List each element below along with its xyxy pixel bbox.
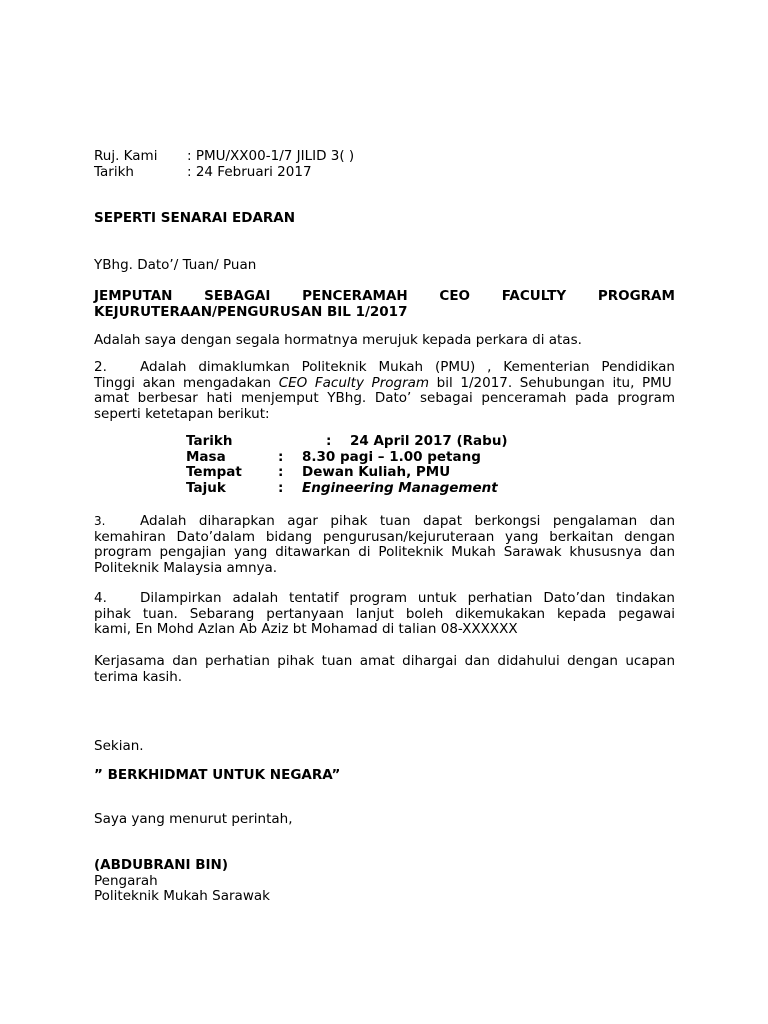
detail-value: 8.30 pagi – 1.00 petang <box>302 448 481 465</box>
paragraph-3 <box>94 514 675 576</box>
ref-value: : PMU/XX00-1/7 JILID 3( ) <box>187 148 355 164</box>
program-name: CEO Faculty Program <box>278 374 430 391</box>
detail-label: Masa <box>186 448 226 465</box>
paragraph-2-line-2: Tinggi akan mengadakan CEO Faculty Program bil 1/2017. Sehubungan itu, PMU <box>94 374 672 391</box>
detail-row-date <box>186 434 508 450</box>
intro-paragraph: Adalah saya dengan segala hormatnya merujuk kepada perkara di atas. <box>94 332 582 348</box>
detail-value: Engineering Management <box>302 479 498 496</box>
detail-label: Tempat <box>186 464 242 480</box>
detail-row-title <box>186 481 508 497</box>
closing-line-2: terima kasih. <box>94 668 183 685</box>
order-line: Saya yang menurut perintah, <box>94 811 293 827</box>
paragraph-2 <box>94 360 675 422</box>
paragraph-3-line-2: kemahiran Dato’dalam bidang pengurusan/kejuruteraan yang berkaitan dengan <box>94 528 675 545</box>
date-label: Tarikh <box>94 163 134 180</box>
subject-word: PROGRAM <box>597 288 675 304</box>
signatory-org: Politeknik Mukah Sarawak <box>94 888 270 904</box>
salutation: YBhg. Dato’/ Tuan/ Puan <box>94 257 257 273</box>
detail-value: Dewan Kuliah, PMU <box>302 464 451 480</box>
detail-value: 24 April 2017 (Rabu) <box>350 433 508 449</box>
date-value: : 24 Februari 2017 <box>187 163 312 180</box>
signatory-title: Pengarah <box>94 872 158 889</box>
closing-line-1: Kerjasama dan perhatian pihak tuan amat dihargai dan didahului dengan ucapan <box>94 653 675 669</box>
closing-paragraph <box>94 654 675 685</box>
detail-label: Tajuk <box>186 479 226 496</box>
paragraph-3-line-3: program pengajian yang ditawarkan di Politeknik Mukah Sarawak khususnya dan <box>94 544 675 560</box>
detail-colon: : <box>326 433 332 449</box>
subject-word: FACULTY <box>501 288 567 304</box>
paragraph-4-line-3: kami, En Mohd Azlan Ab Aziz bt Mohamad di talian 08-XXXXXX <box>94 621 518 637</box>
subject-word: JEMPUTAN <box>94 288 173 304</box>
paragraph-number: 2. <box>94 359 107 375</box>
paragraph-4-line-1: 4. Dilampirkan adalah tentatif program untuk perhatian Dato’dan tindakan <box>94 590 675 606</box>
detail-colon: : <box>278 464 284 480</box>
paragraph-4-line-2: pihak tuan. Sebarang pertanyaan lanjut boleh dikemukakan kepada pegawai <box>94 605 675 622</box>
subject-word: PENCERAMAH <box>302 288 408 304</box>
detail-row-time <box>186 450 508 466</box>
paragraph-3-line-1: 3. Adalah diharapkan agar pihak tuan dapat berkongsi pengalaman dan <box>94 513 675 529</box>
reference-block <box>94 149 675 180</box>
paragraph-2-line-4: seperti ketetapan berikut: <box>94 405 270 422</box>
motto: ” BERKHIDMAT UNTUK NEGARA” <box>94 767 341 783</box>
ref-label: Ruj. Kami <box>94 148 158 164</box>
detail-row-venue <box>186 465 508 481</box>
sekian: Sekian. <box>94 738 144 754</box>
detail-colon: : <box>278 448 284 465</box>
detail-label: Tarikh <box>186 433 233 449</box>
subject-line-1 <box>94 289 675 305</box>
paragraph-2-line-1: 2. Adalah dimaklumkan Politeknik Mukah (PMU) , Kementerian Pendidikan <box>94 359 675 375</box>
event-details <box>186 434 508 496</box>
subject <box>94 289 675 320</box>
paragraph-3-line-4: Politeknik Malaysia amnya. <box>94 559 278 576</box>
recipient: SEPERTI SENARAI EDARAN <box>94 210 296 226</box>
paragraph-number: 3. <box>94 514 106 528</box>
paragraph-number: 4. <box>94 590 107 606</box>
subject-word: SEBAGAI <box>204 288 271 304</box>
paragraph-4 <box>94 591 675 638</box>
detail-colon: : <box>278 479 284 496</box>
signatory-block <box>94 858 675 905</box>
paragraph-2-line-3: amat berbesar hati menjemput YBhg. Dato’ sebagai penceramah pada program <box>94 390 675 406</box>
subject-line-2: KEJURUTERAAN/PENGURUSAN BIL 1/2017 <box>94 303 408 320</box>
subject-word: CEO <box>439 288 471 304</box>
signatory-name: (ABDUBRANI BIN) <box>94 857 229 873</box>
